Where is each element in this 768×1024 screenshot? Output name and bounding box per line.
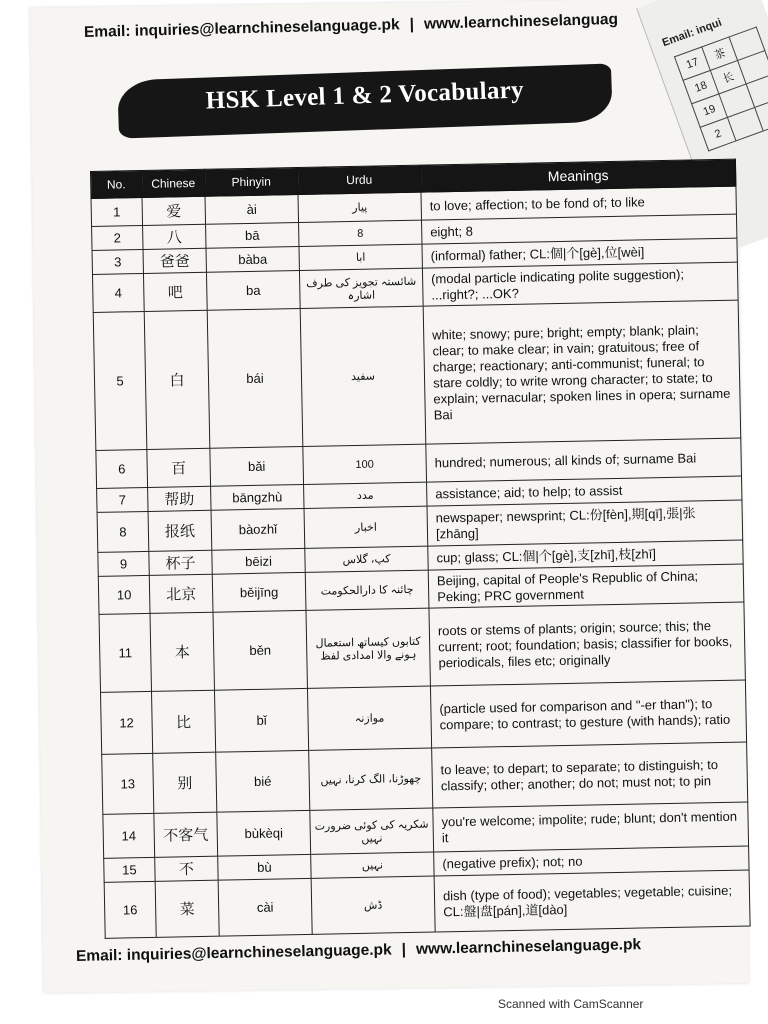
cell-meaning: assistance; aid; to help; to assist — [427, 476, 742, 506]
cell-pinyin: bái — [207, 308, 303, 448]
corner-grid-cell: 17 — [675, 47, 711, 80]
header-email: Email: inquiries@learnchineselanguage.pk — [83, 16, 400, 41]
vocabulary-rows — [91, 186, 750, 938]
header-urdu: Urdu — [297, 165, 420, 194]
cell-meaning: (informal) father; CL:個|个[gè],位[wèi] — [422, 238, 737, 268]
header-meanings: Meanings — [420, 159, 735, 192]
cell-no: 7 — [97, 487, 148, 512]
cell-chinese: 不客气 — [154, 812, 218, 857]
cell-pinyin: bùkèqi — [217, 810, 311, 856]
cell-no: 14 — [103, 813, 155, 858]
cell-urdu: 100 — [303, 444, 427, 484]
cell-meaning: roots or stems of plants; origin; source; this; the current; root; foundation; basis; classifier for books, periodicals, files etc; originally — [429, 602, 745, 686]
corner-grid-cell: 18 — [683, 70, 719, 103]
cell-meaning: you're welcome; impolite; rude; blunt; don't mention it — [433, 802, 749, 852]
cell-no: 16 — [104, 881, 156, 938]
page-title: HSK Level 1 & 2 Vocabulary — [205, 76, 525, 115]
cell-meaning: (particle used for comparison and "-er than"); to compare; to contrast; to gesture (with hands); ratio — [430, 680, 746, 748]
table-row — [99, 602, 745, 692]
cell-pinyin: cài — [218, 878, 312, 936]
cell-chinese: 白 — [144, 310, 210, 449]
cell-meaning: hundred; numerous; all kinds of; surname Bai — [426, 438, 742, 482]
table-row — [104, 870, 750, 938]
cell-urdu: پیار — [298, 192, 422, 222]
cell-no: 15 — [104, 857, 155, 882]
cell-meaning: Beijing, capital of People's Republic of China; Peking; PRC government — [428, 564, 744, 608]
cell-chinese: 爱 — [142, 196, 206, 225]
cell-pinyin: bǎi — [210, 446, 304, 486]
cell-pinyin: bàozhǐ — [211, 508, 305, 550]
cell-no: 5 — [93, 311, 147, 450]
cell-chinese: 帮助 — [148, 486, 211, 511]
cell-no: 4 — [92, 273, 144, 312]
cell-chinese: 本 — [150, 612, 214, 691]
cell-meaning: (modal particle indicating polite suggestion); ...right?; ...OK? — [422, 262, 738, 306]
cell-pinyin: bā — [206, 223, 299, 249]
corner-grid-cell: 19 — [692, 94, 728, 127]
cell-chinese: 不 — [155, 856, 218, 881]
header-pinyin: Phinyin — [204, 168, 298, 197]
cell-no: 12 — [101, 691, 153, 754]
cell-meaning: newspaper; newsprint; CL:份[fèn],期[qī],張|张[zhāng] — [427, 500, 743, 546]
cell-urdu: شکریہ کی کوئی ضرورت نہیں — [310, 808, 434, 854]
cell-meaning: dish (type of food); vegetables; vegetable; cuisine; CL:盤|盘[pán],道[dào] — [434, 870, 750, 932]
cell-pinyin: bié — [216, 750, 310, 812]
footer-email: Email: inquiries@learnchineselanguage.pk — [75, 941, 392, 965]
corner-email-fragment: Email: inqui — [660, 16, 724, 50]
cell-urdu: نہیں — [311, 852, 434, 878]
cell-urdu: ابا — [299, 244, 422, 270]
cell-chinese: 爸爸 — [143, 248, 206, 273]
cell-no: 1 — [91, 198, 143, 227]
cell-chinese: 北京 — [149, 574, 213, 613]
cell-urdu: چھوڑنا، الگ کرنا، نہیں — [309, 748, 433, 810]
header-website: www.learnchineselanguag — [423, 10, 619, 33]
cell-meaning: white; snowy; pure; bright; empty; blank; plain; clear; to make clear; in vain; gratuitous; free of charge; reactionary; anti-communist; funeral; to stare coldly; to write wrong character; to state; to explain; vernacular; spoken lines in opera; surname Bai — [423, 300, 741, 444]
cell-no: 10 — [98, 575, 150, 614]
cell-chinese: 八 — [143, 224, 206, 249]
cell-pinyin: bàba — [206, 247, 299, 273]
corner-grid-cell: 2 — [700, 117, 736, 150]
cell-no: 8 — [97, 511, 149, 552]
cell-pinyin: ba — [206, 270, 300, 310]
cell-pinyin: bāngzhù — [211, 484, 304, 510]
cell-pinyin: ài — [205, 195, 299, 225]
table-row — [93, 300, 741, 450]
cell-meaning: cup; glass; CL:個|个[gè],支[zhī],枝[zhī] — [428, 540, 743, 570]
cell-chinese: 比 — [152, 690, 216, 753]
cell-urdu: شائستہ تجویز کی طرف اشارہ — [299, 268, 423, 308]
cell-no: 6 — [96, 449, 148, 488]
cell-pinyin: bǐ — [214, 688, 308, 752]
cell-no: 9 — [98, 551, 149, 576]
scanner-watermark: Scanned with CamScanner — [498, 997, 644, 1011]
cell-no: 2 — [92, 226, 143, 251]
corner-grid-cell: 茶 — [702, 37, 738, 70]
cell-meaning: eight; 8 — [422, 214, 737, 244]
cell-meaning: to love; affection; to be fond of; to like — [421, 186, 736, 220]
cell-chinese: 吧 — [143, 272, 207, 311]
cell-chinese: 别 — [153, 752, 217, 813]
cell-urdu: سفید — [300, 306, 426, 446]
cell-urdu: موازنہ — [307, 686, 431, 750]
cell-urdu: اخبار — [304, 506, 428, 548]
header-chinese: Chinese — [142, 169, 206, 197]
cell-urdu: ڈش — [311, 876, 435, 934]
header-separator: | — [409, 15, 415, 34]
footer-website: www.learnchineselanguage.pk — [415, 936, 642, 958]
cell-pinyin: bù — [218, 854, 311, 880]
cell-no: 3 — [92, 249, 143, 274]
cell-meaning: to leave; to depart; to separate; to distinguish; to classify; other; another; do not; must not; to pin — [432, 742, 748, 808]
cell-pinyin: bēizi — [212, 548, 305, 574]
cell-urdu: 8 — [299, 220, 422, 246]
cell-chinese: 菜 — [155, 880, 219, 937]
header-no: No. — [91, 171, 143, 199]
footer-separator: | — [401, 941, 407, 959]
cell-no: 11 — [99, 613, 151, 692]
cell-pinyin: běn — [213, 610, 307, 690]
cell-chinese: 百 — [147, 448, 211, 487]
corner-vocab-grid — [674, 26, 768, 151]
cell-meaning: (negative prefix); not; no — [434, 846, 749, 876]
cell-urdu: کپ، گلاس — [305, 546, 428, 572]
cell-no: 13 — [102, 753, 154, 814]
cell-chinese: 报纸 — [148, 510, 212, 551]
cell-urdu: مدد — [304, 482, 427, 508]
cell-urdu: چائنہ کا دارالحکومت — [305, 570, 429, 610]
cell-chinese: 杯子 — [149, 550, 212, 575]
corner-grid-cell: 长 — [710, 60, 746, 93]
cell-pinyin: běijīng — [212, 572, 306, 612]
vocabulary-table — [90, 159, 751, 939]
cell-urdu: کتابوں کیساتھ استعمال ہونے والا امدادی لفظ — [306, 608, 430, 688]
